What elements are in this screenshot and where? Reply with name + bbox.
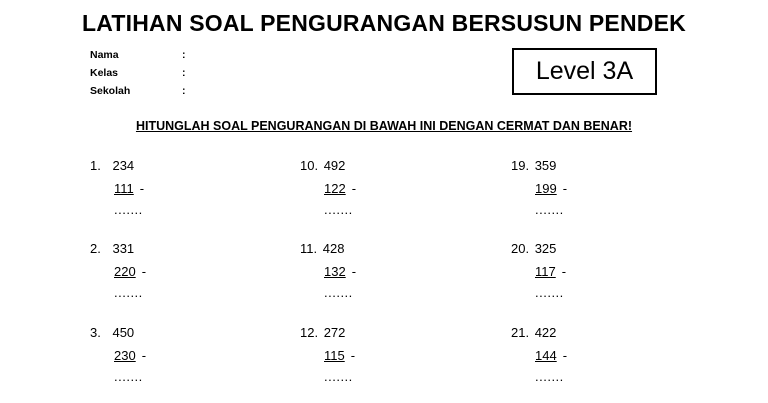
- problem-subtrahend: 111: [114, 181, 134, 196]
- problem-label: 21.: [511, 325, 530, 340]
- problem-subtrahend: 144: [535, 348, 557, 363]
- minus-sign: -: [139, 181, 145, 196]
- problem-subtrahend: 199: [535, 181, 557, 196]
- page-title: LATIHAN SOAL PENGURANGAN BERSUSUN PENDEK: [82, 10, 686, 36]
- problem-label: 20.: [511, 241, 530, 256]
- info-colon-kelas: :: [182, 67, 186, 79]
- answer-blank: .......: [324, 202, 353, 217]
- problem-minuend: 450: [112, 325, 135, 340]
- minus-sign: -: [141, 348, 147, 363]
- problem-subtrahend: 115: [324, 348, 345, 363]
- info-label-kelas: Kelas: [90, 67, 119, 79]
- answer-blank: .......: [114, 202, 143, 217]
- problem-subtrahend: 132: [324, 264, 346, 279]
- problem-label: 2.: [90, 241, 101, 256]
- level-badge: Level 3A: [512, 48, 657, 95]
- problem-label: 3.: [90, 325, 101, 340]
- answer-blank: .......: [324, 285, 353, 300]
- info-label-sekolah: Sekolah: [90, 85, 131, 97]
- info-colon-sekolah: :: [182, 85, 186, 97]
- answer-blank: .......: [535, 369, 564, 384]
- info-label-nama: Nama: [90, 49, 119, 61]
- problem-minuend: 325: [534, 241, 557, 256]
- minus-sign: -: [351, 181, 357, 196]
- problem-subtrahend: 220: [114, 264, 136, 279]
- problem-subtrahend: 230: [114, 348, 136, 363]
- answer-blank: .......: [114, 369, 143, 384]
- instruction-text: HITUNGLAH SOAL PENGURANGAN DI BAWAH INI DENGAN CERMAT DAN BENAR!: [135, 119, 633, 133]
- answer-blank: .......: [535, 202, 564, 217]
- problem-label: 10.: [300, 158, 319, 173]
- problem-item: [511, 158, 651, 218]
- problem-item: [90, 158, 230, 218]
- problem-item: [300, 241, 440, 301]
- minus-sign: -: [562, 181, 568, 196]
- problem-minuend: 359: [534, 158, 557, 173]
- problem-minuend: 331: [112, 241, 135, 256]
- problem-item: [90, 325, 230, 385]
- problem-item: [511, 241, 651, 301]
- problem-label: 12.: [300, 325, 319, 340]
- problem-item: [90, 241, 230, 301]
- minus-sign: -: [562, 348, 568, 363]
- problem-minuend: 422: [534, 325, 557, 340]
- problem-minuend: 234: [112, 158, 135, 173]
- problem-label: 1.: [90, 158, 101, 173]
- problem-subtrahend: 117: [535, 264, 556, 279]
- problem-label: 19.: [511, 158, 530, 173]
- problem-item: [511, 325, 651, 385]
- info-colon-nama: :: [182, 49, 186, 61]
- minus-sign: -: [350, 348, 356, 363]
- minus-sign: -: [561, 264, 567, 279]
- answer-blank: .......: [535, 285, 564, 300]
- minus-sign: -: [141, 264, 147, 279]
- problem-minuend: 492: [323, 158, 346, 173]
- problem-item: [300, 158, 440, 218]
- answer-blank: .......: [114, 285, 143, 300]
- problem-label: 11.: [300, 241, 318, 256]
- problem-item: [300, 325, 440, 385]
- minus-sign: -: [351, 264, 357, 279]
- problem-minuend: 272: [323, 325, 346, 340]
- problem-minuend: 428: [322, 241, 345, 256]
- problem-subtrahend: 122: [324, 181, 346, 196]
- answer-blank: .......: [324, 369, 353, 384]
